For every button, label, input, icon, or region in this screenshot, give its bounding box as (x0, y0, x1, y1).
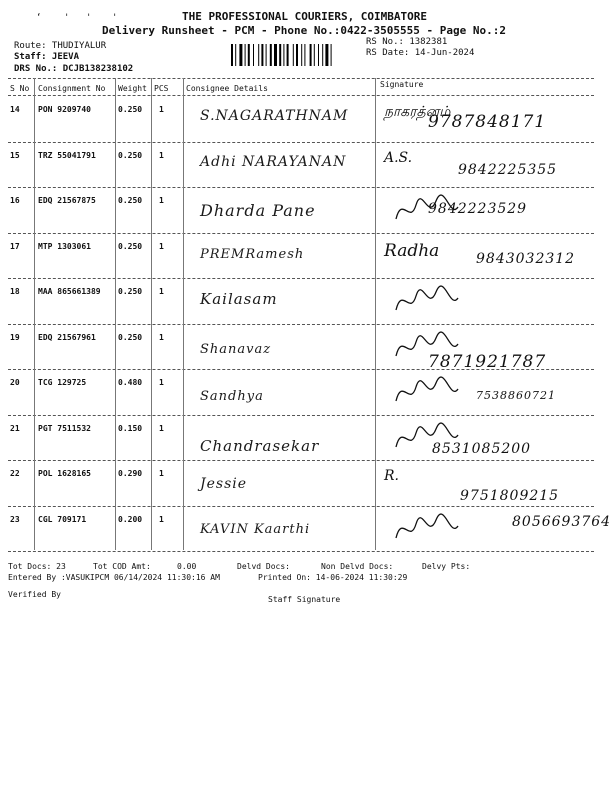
consignee-name: PREMRamesh (200, 246, 305, 262)
serial-number: 16 (10, 196, 20, 205)
signature-phone: 7538860721 (476, 389, 556, 402)
consignment-number: EDQ 21567875 (38, 196, 96, 205)
signature-phone: 8056693764 (512, 513, 611, 530)
weight-value: 0.250 (118, 241, 143, 251)
weight-value: 0.200 (118, 514, 143, 524)
row-rule (8, 278, 594, 279)
route-label: Route: THUDIYALUR (14, 41, 107, 51)
signature-phone: 9787848171 (428, 112, 547, 132)
table-top-rule (8, 78, 594, 79)
signature-phone: 9842225355 (458, 161, 558, 178)
signature-phone: 8531085200 (432, 440, 532, 457)
serial-number: 19 (10, 332, 20, 342)
stray-mark-2: ' (64, 13, 70, 23)
consignee-name: Dharda Pane (200, 201, 316, 220)
consignment-number: CGL 709171 (38, 514, 87, 524)
staff-signature-label: Staff Signature (268, 595, 341, 604)
row-rule (8, 142, 594, 143)
serial-number: 17 (10, 241, 20, 251)
serial-number: 18 (10, 287, 20, 296)
weight-value: 0.250 (118, 196, 143, 205)
entered-by: Entered By :VASUKIPCM 06/14/2024 11:30:16 AM (8, 573, 220, 582)
col-divider (375, 78, 376, 550)
col-divider (115, 78, 116, 550)
drs-number: DRS No.: DCJB138238102 (14, 64, 134, 74)
row-rule (8, 506, 594, 507)
signature-name: A.S. (384, 149, 413, 166)
serial-number: 15 (10, 150, 20, 160)
consignment-number: MTP 1303061 (38, 241, 91, 251)
pieces-count: 1 (159, 150, 164, 160)
serial-number: 14 (10, 105, 20, 114)
pieces-count: 1 (159, 287, 164, 296)
weight-value: 0.150 (118, 423, 143, 433)
weight-value: 0.250 (118, 287, 143, 296)
weight-value: 0.290 (118, 469, 143, 478)
handwritten-signature (392, 191, 462, 229)
col-header-pcs: PCS (154, 84, 169, 93)
consignee-name: Shanavaz (200, 341, 272, 357)
consignment-number: TCG 129725 (38, 378, 87, 387)
handwritten-signature (392, 373, 462, 411)
row-rule (8, 551, 594, 552)
col-divider (183, 78, 184, 550)
handwritten-signature (392, 282, 462, 320)
handwritten-signature (392, 419, 462, 457)
serial-number: 21 (10, 423, 20, 433)
consignment-number: EDQ 21567961 (38, 332, 96, 342)
consignee-name: Chandrasekar (200, 436, 320, 455)
pieces-count: 1 (159, 196, 164, 205)
stray-mark-4: ' (112, 13, 118, 23)
delivery-points: Delvy Pts: (422, 562, 471, 571)
document-title: THE PROFESSIONAL COURIERS, COIMBATORE (182, 10, 428, 23)
serial-number: 20 (10, 378, 20, 387)
col-divider (151, 78, 152, 550)
consignee-name: Kailasam (200, 290, 278, 308)
consignment-number: MAA 865661389 (38, 287, 101, 296)
signature-phone: 9843032312 (476, 250, 576, 267)
consignee-name: KAVIN Kaarthi (200, 521, 311, 537)
row-rule (8, 233, 594, 234)
signature-name: R. (384, 468, 399, 484)
pieces-count: 1 (159, 332, 164, 342)
serial-number: 22 (10, 469, 20, 478)
consignment-number: PGT 7511532 (38, 423, 91, 433)
col-header-consignee: Consignee Details (186, 84, 268, 93)
delivered-docs: Delvd Docs: (237, 562, 290, 571)
consignee-name: Sandhya (200, 389, 264, 404)
non-delivered-docs: Non Delvd Docs: (321, 562, 394, 571)
consignment-number: TRZ 55041791 (38, 150, 96, 160)
total-cod-amount: 0.00 (177, 562, 197, 571)
stray-mark-3: ' (86, 13, 92, 23)
pieces-count: 1 (159, 378, 164, 387)
row-rule (8, 324, 594, 325)
weight-value: 0.250 (118, 150, 143, 160)
signature-name: Radha (384, 240, 440, 261)
handwritten-signature (392, 328, 462, 366)
weight-value: 0.480 (118, 378, 143, 387)
barcode (231, 44, 355, 66)
document-subtitle: Delivery Runsheet - PCM - Phone No.:0422-3505555 - Page No.:2 (102, 24, 506, 37)
consignee-name: S.NAGARATHNAM (200, 108, 349, 124)
consignment-number: PON 9209740 (38, 105, 91, 114)
serial-number: 23 (10, 514, 20, 524)
row-rule (8, 187, 594, 188)
total-cod-label: Tot COD Amt: (93, 562, 151, 571)
weight-value: 0.250 (118, 332, 143, 342)
signature-phone: 9842223529 (428, 201, 528, 217)
rs-date: RS Date: 14-Jun-2024 (366, 48, 475, 58)
handwritten-signature (392, 510, 462, 548)
staff-label: Staff: JEEVA (14, 52, 80, 62)
col-header-weight: Weight (118, 84, 147, 93)
col-header-consignment: Consignment No (38, 84, 106, 93)
row-rule (8, 460, 594, 461)
total-docs: Tot Docs: 23 (8, 562, 66, 571)
rs-number: RS No.: 1382381 (366, 37, 448, 47)
col-header-sno: S No (10, 84, 30, 93)
stray-mark-1: ‘ (36, 13, 42, 23)
col-header-signature: Signature (380, 80, 424, 89)
signature-phone: 7871921787 (428, 351, 547, 372)
weight-value: 0.250 (118, 105, 143, 114)
pieces-count: 1 (159, 469, 164, 478)
consignee-name: Adhi NARAYANAN (200, 153, 347, 170)
col-divider (34, 78, 35, 550)
pieces-count: 1 (159, 423, 164, 433)
pieces-count: 1 (159, 105, 164, 114)
verified-by: Verified By (8, 590, 61, 599)
consignee-name: Jessie (200, 476, 248, 492)
printed-on: Printed On: 14-06-2024 11:30:29 (258, 573, 408, 582)
pieces-count: 1 (159, 241, 164, 251)
consignment-number: POL 1628165 (38, 469, 91, 478)
pieces-count: 1 (159, 514, 164, 524)
signature-name: நாகரத்னம் (384, 104, 451, 120)
signature-phone: 9751809215 (460, 488, 560, 504)
header-rule (8, 95, 594, 96)
row-rule (8, 415, 594, 416)
